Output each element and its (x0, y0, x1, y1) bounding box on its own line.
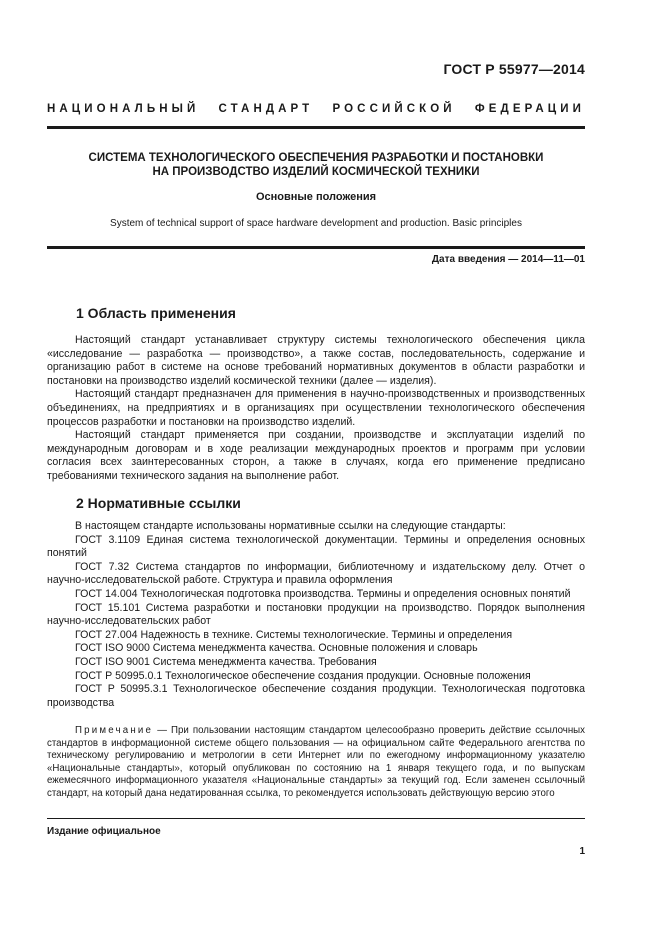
note-paragraph (47, 725, 585, 801)
section-2-intro: В настоящем стандарте использованы нормативные ссылки на следующие стандарты: (75, 520, 506, 532)
section-1-body (47, 334, 585, 484)
note-block (47, 725, 585, 801)
english-title: System of technical support of space hardware development and production. Basic principles (110, 218, 522, 229)
title-line-2: НА ПРОИЗВОДСТВО ИЗДЕЛИЙ КОСМИЧЕСКОЙ ТЕХНИКИ (152, 166, 480, 178)
section-2-body (47, 520, 585, 710)
document-code: ГОСТ Р 55977—2014 (443, 61, 585, 77)
section-2-heading: 2 Нормативные ссылки (76, 495, 241, 511)
reference-item: ГОСТ ISO 9001 Система менеджмента качества. Требования (75, 655, 377, 668)
national-standard-heading: НАЦИОНАЛЬНЫЙ СТАНДАРТ РОССИЙСКОЙ ФЕДЕРАЦИИ (47, 103, 585, 115)
introduction-date: Дата введения — 2014—11—01 (431, 254, 585, 265)
section-1-heading: 1 Область применения (76, 305, 236, 321)
document-title (47, 151, 585, 179)
document-subtitle: Основные положения (255, 191, 377, 203)
title-line-1: СИСТЕМА ТЕХНОЛОГИЧЕСКОГО ОБЕСПЕЧЕНИЯ РАЗРАБОТКИ И ПОСТАНОВКИ (88, 152, 544, 164)
title-divider (47, 246, 585, 249)
section-1-paragraph: Настоящий стандарт предназначен для применения в научно-производственных и производственных объединениях, на предприятиях и в организациях при осуществлении технологического обеспечения процессов разработки и постановки на производство изделий. (47, 388, 585, 428)
reference-item: ГОСТ 15.101 Система разработки и постановки продукции на производство. Порядок выполнения научно-исследовательских работ (47, 601, 585, 628)
reference-item: ГОСТ ISO 9000 Система менеджмента качества. Основные положения и словарь (75, 642, 478, 655)
reference-item: ГОСТ 3.1109 Единая система технологической документации. Термины и определения основных понятий (47, 533, 585, 560)
top-divider (47, 126, 585, 129)
reference-item: ГОСТ Р 50995.3.1 Технологическое обеспечение создания продукции. Технологическая подготовка производства (47, 683, 585, 709)
footer-divider (47, 818, 585, 819)
section-1-paragraph: Настоящий стандарт применяется при создании, производстве и эксплуатации изделий по международным договорам и в ходе реализации международных проектов и программ при условии согласия всех заинтересованных сторон, а также в случаях, когда его применение предписано требованиями технического задания на выполнение работ. (47, 429, 585, 482)
reference-item: ГОСТ 14.004 Технологическая подготовка производства. Термины и определения основных понятий (75, 587, 571, 600)
section-1-paragraph: Настоящий стандарт устанавливает структуру системы технологического обеспечения цикла «исследование — разработка — производство», а также состав, последовательность, содержание и организацию работ в системе на основе требований нормативных документов в области разработки и постановки на производство изделий космической техники (далее — изделия). (47, 334, 585, 387)
reference-item: ГОСТ 27.004 Надежность в технике. Системы технологические. Термины и определения (75, 628, 513, 641)
note-label: Примечание (75, 725, 154, 736)
page-number: 1 (579, 846, 585, 857)
official-edition-label: Издание официальное (47, 826, 161, 837)
reference-item: ГОСТ 7.32 Система стандартов по информации, библиотечному и издательскому делу. Отчет о научно-исследовательской работе. Структура и правила оформления (47, 560, 585, 587)
reference-item: ГОСТ Р 50995.0.1 Технологическое обеспечение создания продукции. Основные положения (75, 669, 531, 682)
note-text: — При пользовании настоящим стандартом целесообразно проверить действие ссылочных стандартов в информационной системе общего пользования — на официальном сайте Федерального агентства по техническому регулированию и метрологии в сети Интернет или по ежегодному информационному указателю «Национальные стандарты», который опубликован по состоянию на 1 января текущего года, и по выпускам ежемесячного информационного указателя «Национальные стандарты» за текущий год. Если заменен ссылочный стандарт, на который дана недатированная ссылка, то рекомендуется использовать действующую версию этого (47, 725, 585, 799)
